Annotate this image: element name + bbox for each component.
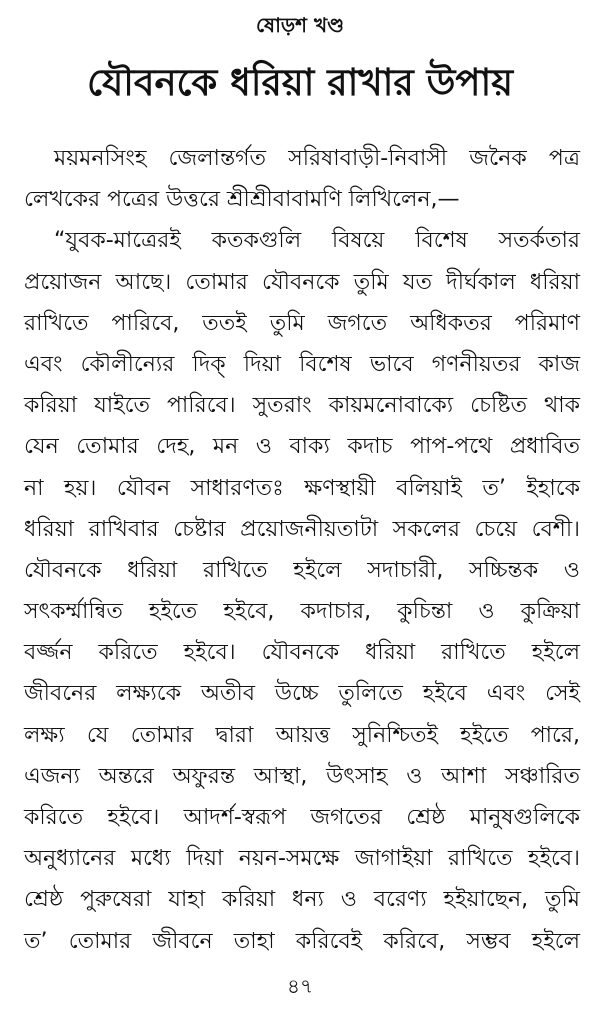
text-line: লেখকের পত্রের উত্তরে শ্রীশ্রীবাবামণি লিখিলেন,— <box>24 187 460 213</box>
page-number: ৪৭ <box>287 974 313 998</box>
text-line: সৎকর্ম্মান্বিত হইতে হইবে, কদাচার, কুচিন্তা ও কুক্রিয়া <box>24 599 580 625</box>
text-line: লক্ষ্য যে তোমার দ্বারা আয়ত্ত সুনিশ্চিতই হইতে পারে, <box>24 722 580 748</box>
text-line: এজন্য অন্তরে অফুরন্ত আস্থা, উৎসাহ ও আশা সঞ্চারিত <box>24 763 580 789</box>
text-line: অনুধ্যানের মধ্যে দিয়া নয়ন-সমক্ষে জাগাইয়া রাখিতে হইবে। <box>24 846 580 872</box>
text-line: এবং কৌলীন্যের দিক্ দিয়া বিশেষ ভাবে গণনীয়তর কাজ <box>24 351 580 377</box>
text-line: না হয়। যৌবন সাধারণতঃ ক্ষণস্থায়ী বলিয়াই ত’ ইহাকে <box>24 475 580 501</box>
chapter-title: যৌবনকে ধরিয়া রাখার উপায় <box>86 61 514 104</box>
body-text <box>24 138 580 962</box>
text-line: ধরিয়া রাখিবার চেষ্টার প্রয়োজনীয়তাটা সকলের চেয়ে বেশী। <box>24 516 580 542</box>
running-head: ষোড়শ খণ্ড <box>255 13 345 37</box>
text-line: প্রয়োজন আছে। তোমার যৌবনকে তুমি যত দীর্ঘকাল ধরিয়া <box>24 269 580 295</box>
text-line: বর্জ্জন করিতে হইবে। যৌবনকে ধরিয়া রাখিতে হইলে <box>24 640 580 666</box>
text-line: রাখিতে পারিবে, ততই তুমি জগতে অধিকতর পরিমাণ <box>24 310 580 336</box>
text-line: ময়মনসিংহ জেলান্তর্গত সরিষাবাড়ী-নিবাসী জনৈক পত্র <box>54 146 580 171</box>
text-line: “যুবক-মাত্রেরই কতকগুলি বিষয়ে বিশেষ সতর্কতার <box>54 228 580 254</box>
text-line: ত’ তোমার জীবনে তাহা করিবেই করিবে, সম্ভব হইলে <box>24 928 580 954</box>
text-line: শ্রেষ্ঠ পুরুষেরা যাহা করিয়া ধন্য ও বরেণ্য হইয়াছেন, তুমি <box>24 887 580 913</box>
text-line: করিয়া যাইতে পারিবে। সুতরাং কায়মনোবাক্যে চেষ্টিত থাক <box>24 393 580 419</box>
text-line: করিতে হইবে। আদর্শ-স্বরূপ জগতের শ্রেষ্ঠ মানুষগুলিকে <box>24 805 580 830</box>
text-line: জীবনের লক্ষ্যকে অতীব উচ্চে তুলিতে হইবে এবং সেই <box>24 681 580 707</box>
text-line: যৌবনকে ধরিয়া রাখিতে হইলে সদাচারী, সচ্চিন্তক ও <box>24 557 580 583</box>
text-line: যেন তোমার দেহ, মন ও বাক্য কদাচ পাপ-পথে প্রধাবিত <box>24 434 580 460</box>
